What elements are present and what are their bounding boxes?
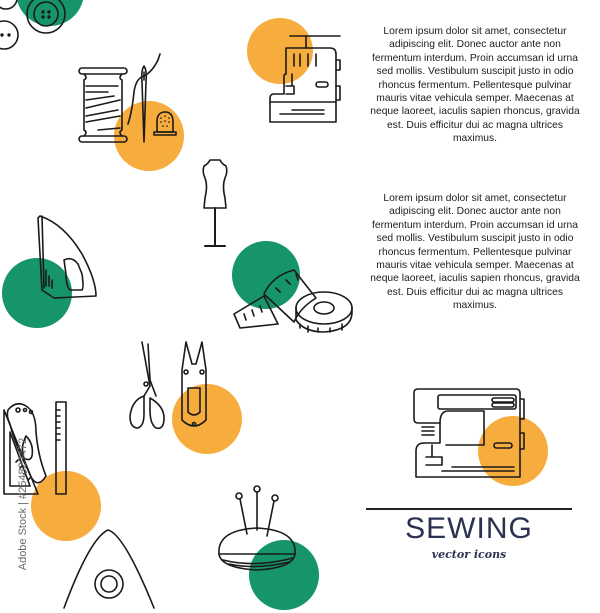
overlock-machine-icon — [264, 30, 352, 128]
thread-snips-icon — [180, 340, 208, 432]
pincushion-icon — [215, 484, 301, 574]
sewing-machine-icon — [412, 385, 524, 481]
mannequin-icon — [200, 158, 230, 250]
thimble-icon — [153, 110, 177, 136]
scissors-icon — [128, 340, 168, 432]
page-title: SEWING — [405, 512, 533, 545]
description-paragraph-2: Lorem ipsum dolor sit amet, consectetur adipiscing elit. Donec auctor ante non fermentum interdum. Proin accumsan id urna sed mollis. Vestibulum suscipit justo in odio rhoncus fermentum. Pellentesque pulvinar mauris vitae vehicula semper. Maecenas at neque laoreet, iaculis sapien rhoncus, gravida est. Duis efficitur dui ac magna ultrices maximus. — [370, 193, 580, 312]
tailor-chalk-icon — [60, 528, 158, 608]
measuring-tape-icon — [234, 268, 356, 334]
description-paragraph-1: Lorem ipsum dolor sit amet, consectetur adipiscing elit. Donec auctor ante non fermentum interdum. Proin accumsan id urna sed mollis. Vestibulum suscipit justo in odio rhoncus fermentum. Pellentesque pulvinar mauris vitae vehicula semper. Maecenas at neque laoreet, iaculis sapien rhoncus, gravida est. Duis efficitur dui ac magna ultrices maximus. — [370, 26, 580, 145]
title-divider — [366, 508, 572, 510]
pattern-rulers-icon — [2, 400, 66, 496]
stock-watermark: Adobe Stock | #254829472 — [17, 437, 29, 571]
iron-icon — [34, 214, 104, 310]
buttons-icon — [0, 0, 70, 50]
page-subtitle: vector icons — [431, 548, 507, 561]
